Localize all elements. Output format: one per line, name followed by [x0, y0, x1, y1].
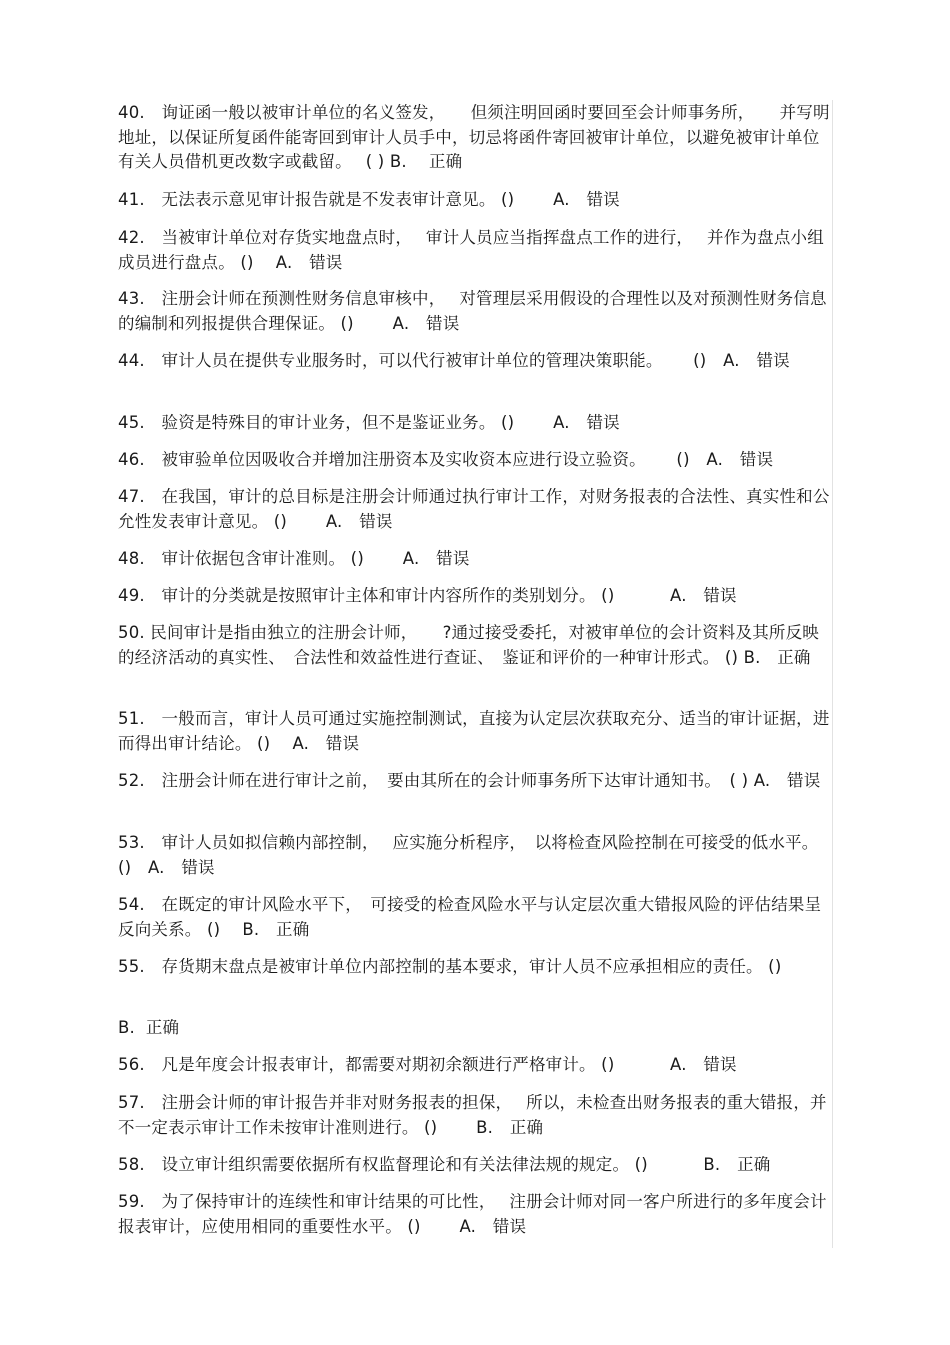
question-48: 48. 审计依据包含审计准则。 () A. 错误 [118, 549, 470, 568]
question-42: 42. 当被审计单位对存货实地盘点时， 审计人员应当指挥盘点工作的进行， 并作为盘点小组成员进行盘点。 () A. 错误 [118, 228, 824, 272]
question-55: 55. 存货期末盘点是被审计单位内部控制的基本要求，审计人员不应承担相应的责任。 () [118, 957, 782, 976]
question-46: 46. 被审验单位因吸收合并增加注册资本及实收资本应进行设立验资。 () A. 错误 [118, 450, 774, 469]
question-50: 50. 民间审计是指由独立的注册会计师， ?通过接受委托，对被审单位的会计资料及其所反映的经济活动的真实性、 合法性和效益性进行查证、 鉴证和评价的一种审计形式。 () B. 正确 [118, 623, 819, 667]
question-55-answer: B. 正确 [118, 1018, 180, 1037]
right-margin-line [832, 100, 833, 1248]
question-58: 58. 设立审计组织需要依据所有权监督理论和有关法律法规的规定。 () B. 正确 [118, 1155, 771, 1174]
question-41: 41. 无法表示意见审计报告就是不发表审计意见。 () A. 错误 [118, 190, 620, 209]
question-49: 49. 审计的分类就是按照审计主体和审计内容所作的类别划分。 () A. 错误 [118, 586, 737, 605]
question-40: 40. 询证函一般以被审计单位的名义签发， 但须注明回函时要回至会计师事务所， 并写明地址，以保证所复函件能寄回到审计人员手中，切忌将函件寄回被审计单位，以避免被审计单位有关人员借机更改数字或截留。 ( ) B. 正确 [118, 103, 830, 171]
question-51: 51. 一般而言，审计人员可通过实施控制测试，直接为认定层次获取充分、适当的审计证据，进而得出审计结论。 () A. 错误 [118, 709, 830, 753]
question-59: 59. 为了保持审计的连续性和审计结果的可比性， 注册会计师对同一客户所进行的多年度会计报表审计，应使用相同的重要性水平。 () A. 错误 [118, 1192, 827, 1236]
question-44: 44. 审计人员在提供专业服务时，可以代行被审计单位的管理决策职能。 () A. 错误 [118, 351, 790, 370]
question-53: 53. 审计人员如拟信赖内部控制， 应实施分析程序， 以将检查风险控制在可接受的低水平。 () A. 错误 [118, 833, 824, 877]
question-57: 57. 注册会计师的审计报告并非对财务报表的担保， 所以，未检查出财务报表的重大错报，并不一定表示审计工作未按审计准则进行。 () B. 正确 [118, 1093, 827, 1137]
question-56: 56. 凡是年度会计报表审计，都需要对期初余额进行严格审计。 () A. 错误 [118, 1055, 737, 1074]
question-47: 47. 在我国，审计的总目标是注册会计师通过执行审计工作，对财务报表的合法性、真实性和公允性发表审计意见。 () A. 错误 [118, 487, 830, 531]
question-43: 43. 注册会计师在预测性财务信息审核中， 对管理层采用假设的合理性以及对预测性财务信息的编制和列报提供合理保证。 () A. 错误 [118, 289, 827, 333]
question-45: 45. 验资是特殊目的审计业务，但不是鉴证业务。 () A. 错误 [118, 413, 620, 432]
question-52: 52. 注册会计师在进行审计之前， 要由其所在的会计师事务所下达审计通知书。 ( ) A. 错误 [118, 771, 821, 790]
question-54: 54. 在既定的审计风险水平下， 可接受的检查风险水平与认定层次重大错报风险的评估结果呈反向关系。 () B. 正确 [118, 895, 822, 939]
